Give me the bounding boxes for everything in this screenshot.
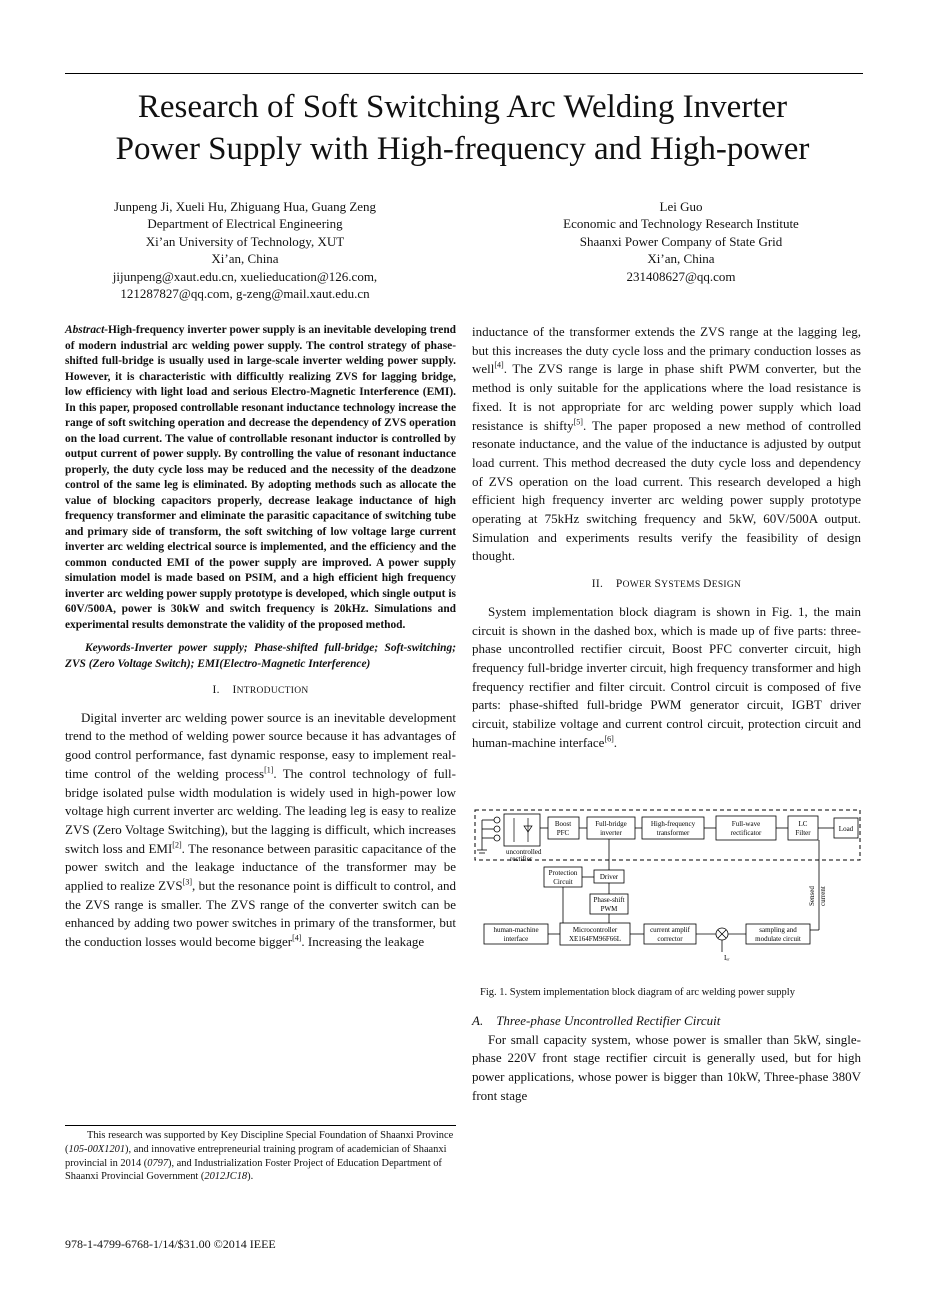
subsection-heading-a: A. Three-phase Uncontrolled Rectifier Circuit xyxy=(472,1013,721,1028)
author-block-right xyxy=(495,198,867,285)
author-institute: Economic and Technology Research Institute xyxy=(563,216,799,232)
uncontrolled-label-2: rectifier xyxy=(510,855,533,863)
svg-text:Phase-shift: Phase-shift xyxy=(593,896,625,904)
svg-text:transformer: transformer xyxy=(656,829,690,837)
citation-6: [6] xyxy=(604,734,614,744)
author-block-left xyxy=(60,198,430,302)
block-diagram-figure xyxy=(472,806,864,964)
svg-text:rectificator: rectificator xyxy=(730,829,762,837)
abstract-label: Abstract- xyxy=(65,324,109,336)
citation-4: [4] xyxy=(292,933,302,943)
diode-icon xyxy=(514,818,532,842)
rectifier-paragraph: For small capacity system, whose power is smaller than 5kW, single-phase 220V front stage rectifier circuit is generally used, but for high power applications, whose power is bigger than 10kW, Three-phase 380V front stage xyxy=(472,1031,861,1103)
left-column xyxy=(65,323,456,952)
copyright-notice: 978-1-4799-6768-1/14/$31.00 ©2014 IEEE xyxy=(65,1237,276,1251)
svg-text:Full-bridge: Full-bridge xyxy=(595,820,627,828)
header-rule xyxy=(65,73,863,74)
svg-text:modulate circuit: modulate circuit xyxy=(755,935,801,943)
paper-title xyxy=(40,86,885,170)
reference-current-label: Iₑᵣ xyxy=(724,954,730,962)
svg-text:Boost: Boost xyxy=(554,820,572,828)
figure-caption: Fig. 1. System implementation block diagram of arc welding power supply xyxy=(480,987,795,998)
svg-text:Full-wave: Full-wave xyxy=(731,820,761,828)
svg-text:LC: LC xyxy=(798,820,808,828)
citation-3: [3] xyxy=(182,877,192,887)
svg-text:human-machine: human-machine xyxy=(493,926,539,934)
svg-text:Circuit: Circuit xyxy=(553,878,573,886)
svg-text:Load: Load xyxy=(838,825,854,833)
svg-text:Protection: Protection xyxy=(548,869,578,877)
author-city: Xi’an, China xyxy=(647,251,715,267)
right-column-top xyxy=(472,323,861,752)
section-heading-introduction: I. INTRODUCTION xyxy=(212,684,309,696)
author-names: Junpeng Ji, Xueli Hu, Zhiguang Hua, Guang Zeng xyxy=(113,199,377,214)
three-phase-source-icon xyxy=(477,817,500,853)
uncontrolled-label-1: uncontrolled xyxy=(506,848,542,856)
author-name: Lei Guo xyxy=(659,199,703,214)
title-line-2: Power Supply with High-frequency and High-power xyxy=(115,131,810,167)
citation-1: [1] xyxy=(264,765,274,775)
svg-text:XE164FM96F66L: XE164FM96F66L xyxy=(568,935,622,943)
author-dept: Department of Electrical Engineering xyxy=(147,216,343,232)
abstract xyxy=(65,323,456,633)
svg-text:Filter: Filter xyxy=(795,829,811,837)
summing-junction-icon xyxy=(716,928,728,952)
author-email: 231408627@qq.com xyxy=(626,268,736,284)
author-email-1: jijunpeng@xaut.edu.cn, xuelieducation@126.com, xyxy=(112,268,378,284)
intro-continuation: inductance of the transformer extends the ZVS range at the lagging leg, but this increases the duty cycle loss and the primary conduction losses as well[4]. The ZVS range is large in phase shift PWM converter, but the method is only suitable for the applications where the load resistance is fixed. It is not appropriate for arc welding power supply which load resistance is shifty[5]. The paper proposed a new method of controlled resonate inductance, and the value of the inductance is adjusted by output load current. This method decreased the duty cycle loss and dependency of ZVS operation on the load current. This research developed a high efficient high frequency inverter arc welding power supply prototype operating at 75kHz switching frequency and 5kW, 60V/500A output. Simulation and experiments results verify the feasibility of design thought. xyxy=(472,324,861,564)
right-column-bottom xyxy=(472,1012,861,1106)
keywords: Keywords-Inverter power supply; Phase-shifted full-bridge; Soft-switching; ZVS (Zero Voltage Switch); EMI(Electro-Magnetic Interference) xyxy=(65,642,456,670)
svg-text:corrector: corrector xyxy=(657,935,683,943)
intro-paragraph: Digital inverter arc welding power source is an inevitable development trend to the method of welding power source because it has advantages of good control performance, fast dynamic response, easy to implement real-time control of the welding process[1]. The control technology of full-bridge isolated pulse width modulation is widely used in high-power low voltage high current inverter arc welding. The leading leg is easy to realize ZVS (Zero Voltage Switching), but the lagging is difficult, which increases switch loss and EMI[2]. The resonance between parasitic capacitance of the power switch and the leakage inductance of the transformer may be applied to realize ZVS[3], but the resonance point is difficult to control, and the ZVS range is smaller. The ZVS range of the converter switch can be enhanced by adding two power switches in primary of the transformer, but the conduction losses would become bigger[4]. Increasing the leakage xyxy=(65,709,456,950)
author-univ: Xi’an University of Technology, XUT xyxy=(145,233,345,249)
svg-text:sampling and: sampling and xyxy=(759,926,797,934)
rectifier-bridge-box xyxy=(504,814,540,846)
sensed-label-2: current xyxy=(819,886,827,906)
citation-4b: [4] xyxy=(494,361,504,371)
svg-text:PFC: PFC xyxy=(556,829,570,837)
svg-text:Microcontroller: Microcontroller xyxy=(572,926,618,934)
title-line-1: Research of Soft Switching Arc Welding Inverter xyxy=(137,89,788,125)
footnote: This research was supported by Key Discipline Special Foundation of Shaanxi Province (105-00X1201), and innovative entrepreneurial training program of academician of Shaanxi provincial in 2014 (0797), and Industrialization Foster Project of Education Department of Shaanxi Provincial Government (2012JC18). xyxy=(65,1125,456,1184)
author-city: Xi’an, China xyxy=(211,251,279,267)
citation-5: [5] xyxy=(573,417,583,427)
svg-text:interface: interface xyxy=(503,935,529,943)
author-company: Shaanxi Power Company of State Grid xyxy=(579,233,783,249)
citation-2: [2] xyxy=(172,840,182,850)
abstract-text: High-frequency inverter power supply is an inevitable developing trend of modern industrial arc welding power supply. The control strategy of phase-shifted full-bridge is usually used in large-scale inverter welding power supply. However, it is characteristic with difficultly realizing ZVS for lagging bridge, low efficiency with light load and serious Electro-Magnetic Interference (EMI). In this paper, proposed controllable resonant inductance technology increase the range of soft switching operation and decrease the dependency of ZVS operation on the load current. The value of controllable resonant inductor is controlled by output current of power supply. By controlling the value of resonant inductance properly, the duty cycle loss may be reduced and the necessity of the deadzone control of the same leg is eliminated. By adopting methods such as allocate the value of blocking capacitors properly, decrease leakage inductance of high frequency transformer and eliminate the parasitic capacitance of switching tube and primary side of transform, the soft switching of low voltage large current inverter arc welding electrical source is implemented, and the efficiency and the common conducted EMI of the power supply are improved. A power supply simulation model is made based on PSIM, and a high efficient high frequency inverter arc welding power supply prototype is developed, which single output is 60V/500A, power is 30kW and switch frequency is 20kHz. Simulations and experimental results demonstrate the validity of the proposed method. xyxy=(65,324,456,631)
design-paragraph: System implementation block diagram is shown in Fig. 1, the main circuit is shown in the dashed box, which is made up of five parts: three-phase uncontrolled rectifier circuit, Boost PFC converter circuit, high frequency full-bridge inverter circuit, high frequency transformer and high frequency rectifier and filter circuit. Control circuit is composed of five parts: phase-shifted full-bridge PWM generator circuit, IGBT driver circuit, stabilize voltage and current control circuit, protection circuit and human-machine interface[6]. xyxy=(472,603,861,750)
author-email-2: 121287827@qq.com, g-zeng@mail.xaut.edu.cn xyxy=(120,286,370,302)
sensed-label-1: Sensed xyxy=(808,886,816,906)
svg-text:current amplif: current amplif xyxy=(650,926,690,934)
section-heading-design: II. POWER SYSTEMS DESIGN xyxy=(591,578,742,591)
svg-text:inverter: inverter xyxy=(600,829,622,837)
svg-text:Driver: Driver xyxy=(599,873,619,881)
svg-text:PWM: PWM xyxy=(600,905,618,913)
svg-text:High-frequency: High-frequency xyxy=(650,820,696,828)
